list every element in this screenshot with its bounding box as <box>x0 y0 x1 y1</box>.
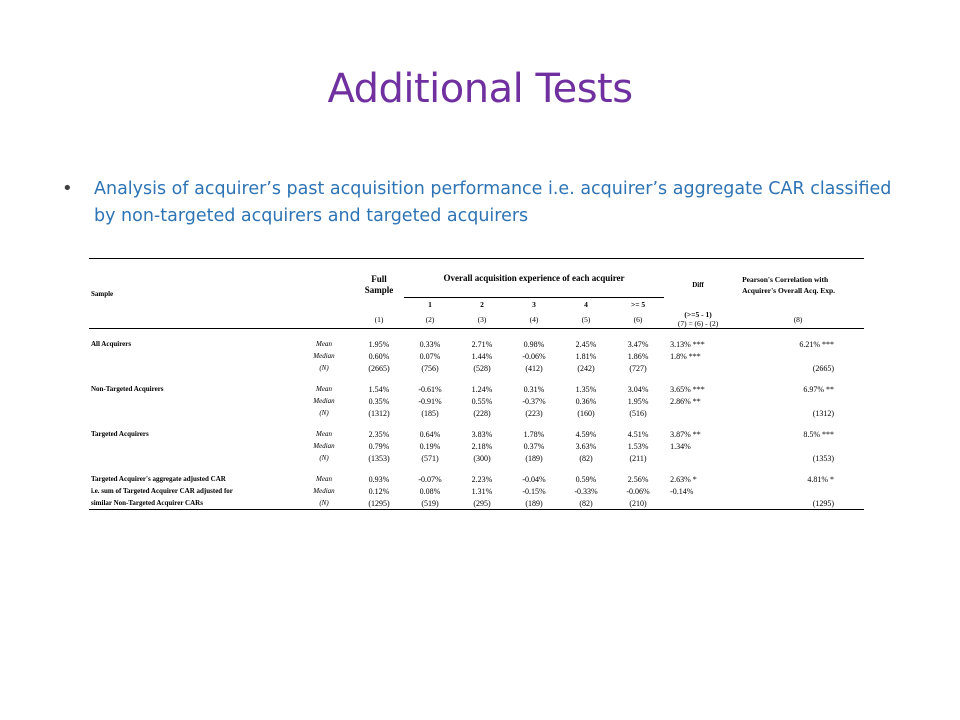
table-cell: 0.33% <box>419 339 441 349</box>
table-cell: (242) <box>577 363 595 373</box>
table-cell: (516) <box>629 408 647 418</box>
table-row <box>89 485 864 497</box>
bullet-text: Analysis of acquirer’s past acquisition performance i.e. acquirer’s aggregate CAR classified by non-targeted acquirers and targeted acquirers <box>94 179 892 226</box>
table-cell: (727) <box>629 363 647 373</box>
table-row <box>89 362 864 374</box>
table-cell: (210) <box>612 497 664 510</box>
spacer-cell <box>354 419 404 428</box>
table-cell: (300) <box>473 453 491 463</box>
spacer-row <box>89 374 864 383</box>
table-cell: (1353) <box>368 453 390 463</box>
header-bin: 4 <box>584 299 588 309</box>
table-cell: 0.35% <box>368 396 390 406</box>
table-cell: 0.07% <box>419 351 441 361</box>
table-cell <box>732 485 864 497</box>
table-cell: (1295) <box>354 497 404 510</box>
table-cell: -0.07% <box>418 474 442 484</box>
header-row <box>89 259 864 298</box>
spacer-row <box>89 464 864 473</box>
table-cell: (160) <box>577 408 595 418</box>
spacer-cell <box>404 419 456 428</box>
table-cell: 2.56% <box>627 474 649 484</box>
spacer-cell <box>508 464 560 473</box>
header-col-number: (2) <box>404 310 456 329</box>
row-group-label-cont: similar Non-Targeted Acquirer CARs <box>89 497 294 510</box>
table-cell <box>664 497 732 510</box>
row-group-label-cont <box>89 440 294 452</box>
table-cell: 3.87% ** <box>670 429 701 439</box>
spacer-cell <box>294 374 354 383</box>
results-table <box>89 258 864 510</box>
spacer-cell <box>404 374 456 383</box>
spacer-cell <box>294 419 354 428</box>
table-cell: (189) <box>508 497 560 510</box>
row-group-label-cont <box>89 350 294 362</box>
spacer-cell <box>89 329 294 339</box>
table-cell: 6.97% ** <box>803 384 835 394</box>
spacer-cell <box>89 419 294 428</box>
table-row <box>89 395 864 407</box>
spacer-cell <box>612 464 664 473</box>
table-cell <box>664 362 732 374</box>
table-cell: 8.5% *** <box>803 429 835 439</box>
table-cell: (2665) <box>812 363 835 373</box>
table-cell: 6.21% *** <box>799 339 835 349</box>
row-group-label-cont <box>89 407 294 419</box>
table-cell: 1.86% <box>627 351 649 361</box>
spacer-cell <box>560 374 612 383</box>
header-bin: 1 <box>428 299 432 309</box>
table-cell: (185) <box>421 408 439 418</box>
header-sample: Sample <box>89 259 294 329</box>
table-row <box>89 428 864 440</box>
spacer-row <box>89 419 864 428</box>
table-cell: 3.65% *** <box>670 384 705 394</box>
header-gap <box>294 310 354 329</box>
header-bin: 2 <box>480 299 484 309</box>
spacer-row <box>89 329 864 339</box>
row-stat-label: Median <box>313 352 335 360</box>
table-cell: (1353) <box>812 453 835 463</box>
table-cell: -0.91% <box>418 396 442 406</box>
table-cell: 1.31% <box>471 486 493 496</box>
row-group-label: Targeted Acquirer's aggregate adjusted CAR <box>91 475 226 483</box>
spacer-cell <box>664 464 732 473</box>
slide-title: Additional Tests <box>327 66 633 112</box>
table-cell: 1.95% <box>627 396 649 406</box>
table-row <box>89 497 864 510</box>
table-cell: -0.14% <box>670 486 694 496</box>
table-row <box>89 452 864 464</box>
table-cell: 1.24% <box>471 384 493 394</box>
row-group-label-cont: i.e. sum of Targeted Acquirer CAR adjusted for <box>91 487 233 495</box>
table-cell: (228) <box>473 408 491 418</box>
table-cell: 3.13% *** <box>670 339 705 349</box>
table-cell <box>664 407 732 419</box>
table-cell: (756) <box>421 363 439 373</box>
header-full-sample: Full Sample <box>354 259 404 311</box>
table-row <box>89 407 864 419</box>
table-cell <box>732 350 864 362</box>
spacer-cell <box>732 329 864 339</box>
header-diff: Diff <box>664 259 732 311</box>
table-cell: 3.63% <box>575 441 597 451</box>
table-cell: 0.12% <box>368 486 390 496</box>
table-row <box>89 473 864 485</box>
table-cell: (2665) <box>368 363 390 373</box>
table-cell: 1.78% <box>523 429 545 439</box>
table-cell: 0.36% <box>575 396 597 406</box>
table-cell: (1295) <box>732 497 864 510</box>
row-stat-label: Median <box>313 487 335 495</box>
table-cell: 0.98% <box>523 339 545 349</box>
spacer-cell <box>456 329 508 339</box>
spacer-cell <box>664 419 732 428</box>
spacer-cell <box>89 374 294 383</box>
spacer-cell <box>508 374 560 383</box>
spacer-cell <box>732 374 864 383</box>
header-overall-experience: Overall acquisition experience of each acquirer <box>404 259 664 298</box>
table-cell: 1.54% <box>368 384 390 394</box>
bullet-icon: • <box>62 178 73 199</box>
table-cell: (82) <box>560 497 612 510</box>
results-table-container <box>89 258 864 510</box>
table-cell: 4.81% * <box>807 474 835 484</box>
spacer-cell <box>560 329 612 339</box>
table-cell: 2.35% <box>368 429 390 439</box>
spacer-cell <box>732 464 864 473</box>
table-cell: 2.71% <box>471 339 493 349</box>
row-group-label-cont <box>89 395 294 407</box>
table-cell: 0.60% <box>368 351 390 361</box>
row-stat-label: Mean <box>316 430 332 438</box>
header-col-number: (4) <box>508 310 560 329</box>
header-col-number: (8) <box>732 310 864 329</box>
table-cell: (1312) <box>812 408 835 418</box>
spacer-cell <box>560 419 612 428</box>
table-cell: 4.59% <box>575 429 597 439</box>
table-cell: 1.34% <box>670 441 691 451</box>
spacer-cell <box>732 419 864 428</box>
header-col-number <box>664 310 732 329</box>
row-stat-label: (N) <box>319 364 329 372</box>
table-cell: 0.55% <box>471 396 493 406</box>
row-stat-label: (N) <box>294 497 354 510</box>
table-cell <box>732 440 864 452</box>
table-cell: 2.63% * <box>670 474 697 484</box>
header-col-number: (5) <box>560 310 612 329</box>
spacer-cell <box>404 329 456 339</box>
table-cell: 0.59% <box>575 474 597 484</box>
table-cell: 0.31% <box>523 384 545 394</box>
table-cell: (211) <box>629 453 647 463</box>
spacer-cell <box>294 464 354 473</box>
row-stat-label: Mean <box>316 385 332 393</box>
row-stat-label: (N) <box>319 454 329 462</box>
spacer-cell <box>89 464 294 473</box>
table-row <box>89 350 864 362</box>
table-cell: 3.04% <box>627 384 649 394</box>
row-group-label-cont <box>89 362 294 374</box>
table-cell: (223) <box>525 408 543 418</box>
table-cell: (528) <box>473 363 491 373</box>
header-gap <box>294 298 354 311</box>
row-group-label-cont <box>89 452 294 464</box>
table-cell: 1.8% *** <box>670 351 701 361</box>
table-cell: (412) <box>525 363 543 373</box>
table-row <box>89 338 864 350</box>
table-cell: -0.15% <box>522 486 546 496</box>
table-cell: 0.08% <box>419 486 441 496</box>
spacer-cell <box>508 419 560 428</box>
table-cell: 2.45% <box>575 339 597 349</box>
table-cell: 2.23% <box>471 474 493 484</box>
table-cell: 0.37% <box>523 441 545 451</box>
table-cell: (1312) <box>368 408 390 418</box>
row-stat-label: Median <box>313 442 335 450</box>
table-cell: 0.93% <box>368 474 390 484</box>
header-col-number: (3) <box>456 310 508 329</box>
table-row <box>89 440 864 452</box>
table-cell: 1.81% <box>575 351 597 361</box>
spacer-cell <box>404 464 456 473</box>
table-cell: (189) <box>525 453 543 463</box>
table-cell: 0.19% <box>419 441 441 451</box>
header-col-number-7: (7) = (6) - (2) <box>677 319 719 328</box>
spacer-cell <box>294 329 354 339</box>
table-cell: 0.79% <box>368 441 390 451</box>
row-stat-label: (N) <box>319 409 329 417</box>
table-cell: 1.35% <box>575 384 597 394</box>
spacer-cell <box>612 419 664 428</box>
table-cell: -0.33% <box>574 486 598 496</box>
table-cell: (295) <box>456 497 508 510</box>
table-cell: 4.51% <box>627 429 649 439</box>
table-cell: (571) <box>421 453 439 463</box>
spacer-cell <box>664 374 732 383</box>
table-cell: (82) <box>579 453 593 463</box>
spacer-cell <box>456 419 508 428</box>
table-cell: 2.18% <box>471 441 493 451</box>
table-cell: 1.44% <box>471 351 493 361</box>
header-col-number: (6) <box>612 310 664 329</box>
table-cell: -0.06% <box>626 486 650 496</box>
row-stat-label: Median <box>313 397 335 405</box>
table-cell: 1.95% <box>368 339 390 349</box>
table-cell: 1.53% <box>627 441 649 451</box>
table-cell: -0.06% <box>522 351 546 361</box>
row-stat-label: Mean <box>316 340 332 348</box>
table-cell: -0.61% <box>418 384 442 394</box>
header-bin: 3 <box>532 299 536 309</box>
spacer-cell <box>664 329 732 339</box>
header-diff-bin: (>=5 - 1) <box>684 310 712 319</box>
spacer-cell <box>354 374 404 383</box>
table-row <box>89 383 864 395</box>
row-group-label: Non-Targeted Acquirers <box>91 385 164 393</box>
header-col-number: (1) <box>354 310 404 329</box>
row-group-label: All Acquirers <box>91 340 132 348</box>
table-cell: 0.64% <box>419 429 441 439</box>
row-stat-label: Mean <box>316 475 332 483</box>
table-cell: -0.37% <box>522 396 546 406</box>
spacer-cell <box>354 329 404 339</box>
table-cell: 3.83% <box>471 429 493 439</box>
spacer-cell <box>612 374 664 383</box>
spacer-cell <box>456 374 508 383</box>
spacer-cell <box>354 464 404 473</box>
table-cell: 2.86% ** <box>670 396 701 406</box>
table-cell: -0.04% <box>522 474 546 484</box>
header-pearson: Pearson's Correlation with Acquirer's Overall Acq. Exp. <box>732 259 864 311</box>
spacer-cell <box>508 329 560 339</box>
spacer-cell <box>612 329 664 339</box>
table-cell <box>664 452 732 464</box>
spacer-cell <box>560 464 612 473</box>
row-group-label: Targeted Acquirers <box>91 430 149 438</box>
table-cell: 3.47% <box>627 339 649 349</box>
header-gap <box>294 259 354 298</box>
table-cell: (519) <box>404 497 456 510</box>
spacer-cell <box>456 464 508 473</box>
header-bin: >= 5 <box>630 299 646 309</box>
table-cell <box>732 395 864 407</box>
